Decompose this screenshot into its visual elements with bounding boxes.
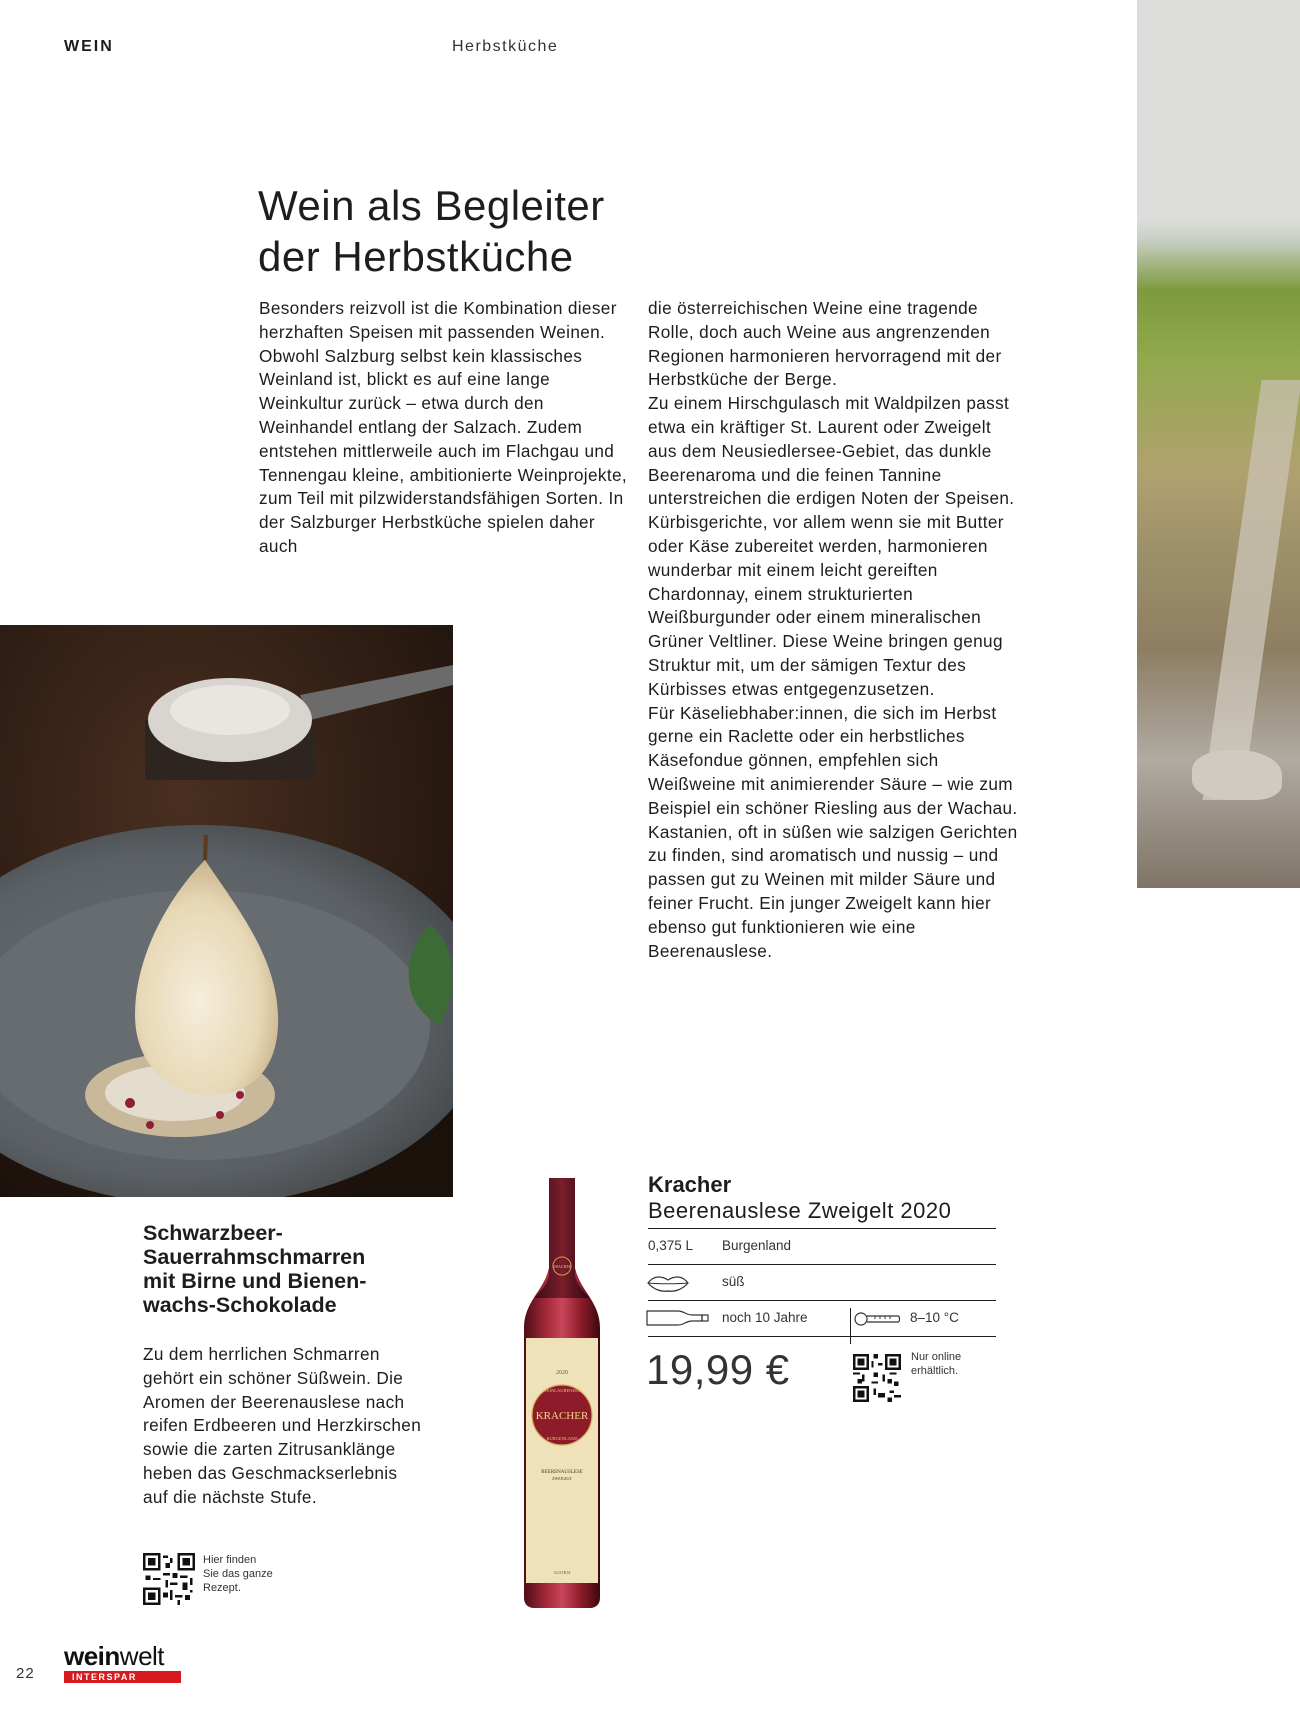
brand-part1: wein [64,1641,120,1671]
lips-icon [646,1273,690,1293]
label-region: BURGENLAND [546,1436,578,1441]
wine-producer: Kracher [648,1172,732,1197]
divider [648,1264,996,1265]
recipe-qr-code[interactable] [143,1553,195,1605]
note-line: Hier finden [203,1554,257,1566]
article-column-left [259,297,629,559]
wine-volume: 0,375 L [648,1238,694,1253]
recipe-qr-note [203,1553,293,1595]
thermometer-icon [853,1311,901,1327]
page-number: 22 [16,1665,35,1682]
article-column-right [648,297,1018,963]
wine-storage: noch 10 Jahre [722,1310,808,1325]
divider [648,1228,996,1229]
article-title-line: der Herbstküche [258,233,574,280]
article-title-line: Wein als Begleiter [258,182,605,229]
divider-vertical [850,1308,851,1344]
paragraph: Für Käseliebhaber:innen, die sich im Herbst gerne ein Raclette oder ein herbstliches Käsefondue gönnen, empfehlen sich Weißweine mit animierender Säure – wie zum Beispiel ein schöner Riesling aus der Wachau. Kastanien, oft in süßen wie salzigen Gerichten zu finden, sind aromatisch und nussig – und passen gut zu Weinen mit milder Säure und feiner Frucht. Ein junger Zweigelt kann hier ebenso gut funktionieren wie eine Beerenauslese. [648,702,1018,961]
paragraph: die österreichischen Weine eine tragende Rolle, doch auch Weine aus angrenzenden Regionen harmonieren hervorragend mit der Herbstküche der Berge. [648,298,1002,390]
label-winery: WEINLAUBENHOF [542,1388,582,1393]
divider [648,1300,996,1301]
note-line: Nur online [911,1351,962,1363]
brand-sub: INTERSPAR [64,1671,181,1683]
bottle-icon [646,1308,710,1328]
note-line: Sie das ganze [203,1568,273,1580]
recipe-title-line: wachs-Schokolade [143,1293,337,1317]
header-topic: Herbstküche [452,38,559,55]
note-line: Rezept. [203,1582,241,1594]
recipe-title-line: mit Birne und Bienen- [143,1269,367,1293]
label-vintage: 2020 [556,1370,568,1376]
label-grape: ZWEIGELT [552,1476,572,1481]
paragraph: Zu einem Hirschgulasch mit Waldpilzen passt etwa ein kräftiger St. Laurent oder Zweigelt aus dem Neusiedlersee-Gebiet, das dunkle Beerenaroma und die feinen Tannine unterstreichen die erdigen Noten der Speisen. Kürbisgerichte, vor allem wenn sie mit Butter oder Käse zubereitet werden, harmonieren wunderbar mit einem leicht gereiften Chardonnay, einem strukturierten Weißburgunder oder einem mineralischen Grüner Veltliner. Diese Weine bringen genug Struktur mit, um der sämigen Textur des Kürbisses etwas entgegenzusetzen. [648,393,1015,699]
recipe-description: Zu dem herrlichen Schmarren gehört ein schöner Süßwein. Die Aromen der Beerenauslese nach reifen Erdbeeren und Herzkirschen sowie die zarten Zitrusanklänge heben das Geschmackserlebnis auf die nächste Stufe. [143,1344,422,1507]
divider [648,1336,996,1337]
dessert-photo [0,625,453,1197]
landscape-photo [1137,0,1300,888]
wine-taste: süß [722,1274,745,1289]
wine-name: Beerenauslese Zweigelt 2020 [648,1198,952,1223]
wine-price: 19,99 € [646,1346,790,1393]
availability-note [911,1350,961,1378]
recipe-title-line: Sauerrahmschmarren [143,1245,366,1269]
note-line: erhältlich. [911,1365,959,1377]
wine-qr-code[interactable] [853,1354,901,1402]
label-country: AUSTRIA [553,1570,571,1575]
recipe-title-line: Schwarzbeer- [143,1221,283,1245]
paragraph: Besonders reizvoll ist die Kombination dieser herzhaften Speisen mit passenden Weinen. Obwohl Salzburg selbst kein klassisches Weinland ist, blickt es auf eine lange Weinkultur zurück – etwa durch den Weinhandel entlang der Salzach. Zudem entstehen mittlerweile auch im Flachgau und Tennengau kleine, ambitionierte Weinprojekte, zum Teil mit pilzwiderstandsfähigen Sorten. In der Salzburger Herbstküche spielen daher auch [259,298,627,556]
wine-bottle-image [512,1178,612,1608]
wine-region: Burgenland [722,1238,792,1253]
label-brand: KRACHER [535,1410,589,1422]
label-wine-type: BEERENAUSLESE [541,1470,583,1475]
article-title [258,180,758,282]
recipe-title [143,1221,443,1317]
capsule-text: KRACHER [552,1264,572,1269]
brand-logo [64,1643,184,1685]
mountain-path [1202,380,1300,800]
section-label: WEIN [64,38,114,55]
wine-temperature: 8–10 °C [910,1310,959,1325]
rock [1192,750,1282,800]
brand-part2: welt [119,1641,165,1671]
